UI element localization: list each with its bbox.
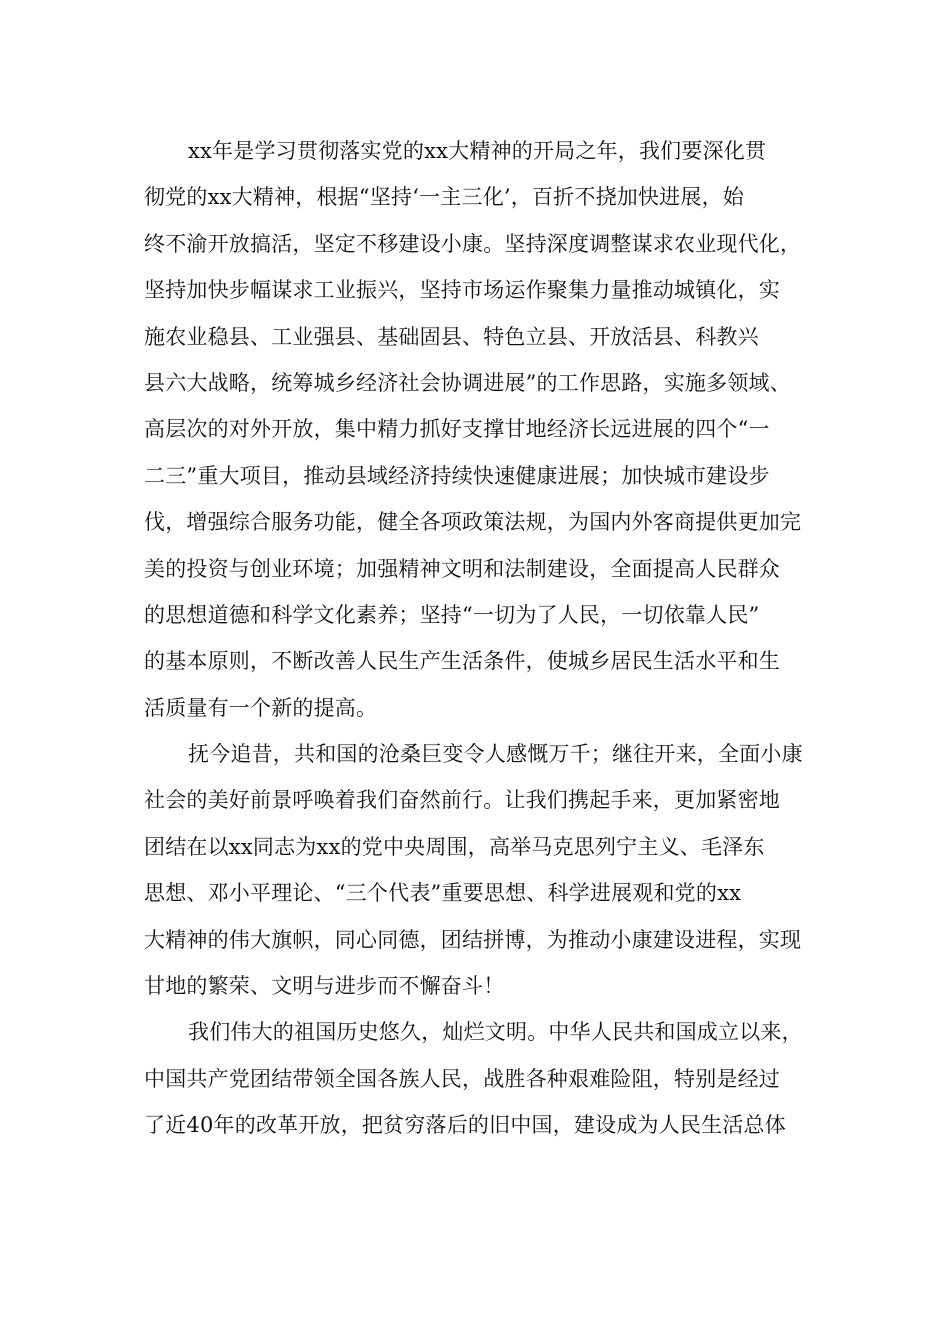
text-line: 终不渝开放搞活，坚定不移建设小康。坚持深度调整谋求农业现代化， xyxy=(144,231,802,256)
text-line: 施农业稳县、工业强县、基础固县、特色立县、开放活县、科教兴 xyxy=(144,324,759,349)
text-line: 活质量有一个新的提高。 xyxy=(144,695,378,720)
text-line: 高层次的对外开放，集中精力抓好支撑甘地经济长远进展的四个“一 xyxy=(144,417,770,442)
text-line: 团结在以xx同志为xx的党中央周围，高举马克思列宁主义、毛泽东 xyxy=(144,834,765,859)
text-line: 思想、邓小平理论、“三个代表”重要思想、科学进展观和党的xx xyxy=(144,881,742,906)
text-line: 伐，增强综合服务功能，健全各项政策法规，为国内外客商提供更加完 xyxy=(144,510,802,535)
text-line: xx年是学习贯彻落实党的xx大精神的开局之年，我们要深化贯 xyxy=(188,139,767,163)
text-line: 彻党的xx大精神，根据“坚持‘一主三化’，百折不挠加快进展，始 xyxy=(144,185,744,210)
text-line: 县六大战略，统筹城乡经济社会协调进展”的工作思路，实施多领域、 xyxy=(144,370,791,395)
text-line: 大精神的伟大旗帜，同心同德，团结拼博，为推动小康建设进程，实现 xyxy=(144,927,802,952)
text-line: 坚持加快步幅谋求工业振兴，坚持市场运作聚集力量推动城镇化，实 xyxy=(144,278,780,303)
text-line: 了近40年的改革开放，把贫穷落后的旧中国，建设成为人民生活总体 xyxy=(144,1113,786,1138)
paragraph-1 xyxy=(144,128,810,731)
paragraph-3 xyxy=(144,1009,810,1148)
paragraph-2 xyxy=(144,731,810,1009)
text-line: 社会的美好前景呼唤着我们奋然前行。让我们携起手来，更加紧密地 xyxy=(144,788,780,813)
text-line: 美的投资与创业环境；加强精神文明和法制建设，全面提高人民群众 xyxy=(144,556,780,581)
text-line: 的思想道德和科学文化素养；坚持“一切为了人民，一切依靠人民” xyxy=(144,602,760,627)
text-line: 中国共产党团结带领全国各族人民，战胜各种艰难险阻，特别是经过 xyxy=(144,1066,780,1091)
text-line: 甘地的繁荣、文明与进步而不懈奋斗！ xyxy=(144,974,505,999)
text-line: 二三”重大项目，推动县域经济持续快速健康进展；加快城市建设步 xyxy=(144,463,770,488)
text-line: 我们伟大的祖国历史悠久，灿烂文明。中华人民共和国成立以来， xyxy=(188,1020,803,1045)
text-line: 抚今追昔，共和国的沧桑巨变令人感慨万千；继往开来，全面小康 xyxy=(188,742,803,767)
document-body xyxy=(144,128,810,1149)
text-line: 的基本原则，不断改善人民生产生活条件，使城乡居民生活水平和生 xyxy=(144,649,780,674)
